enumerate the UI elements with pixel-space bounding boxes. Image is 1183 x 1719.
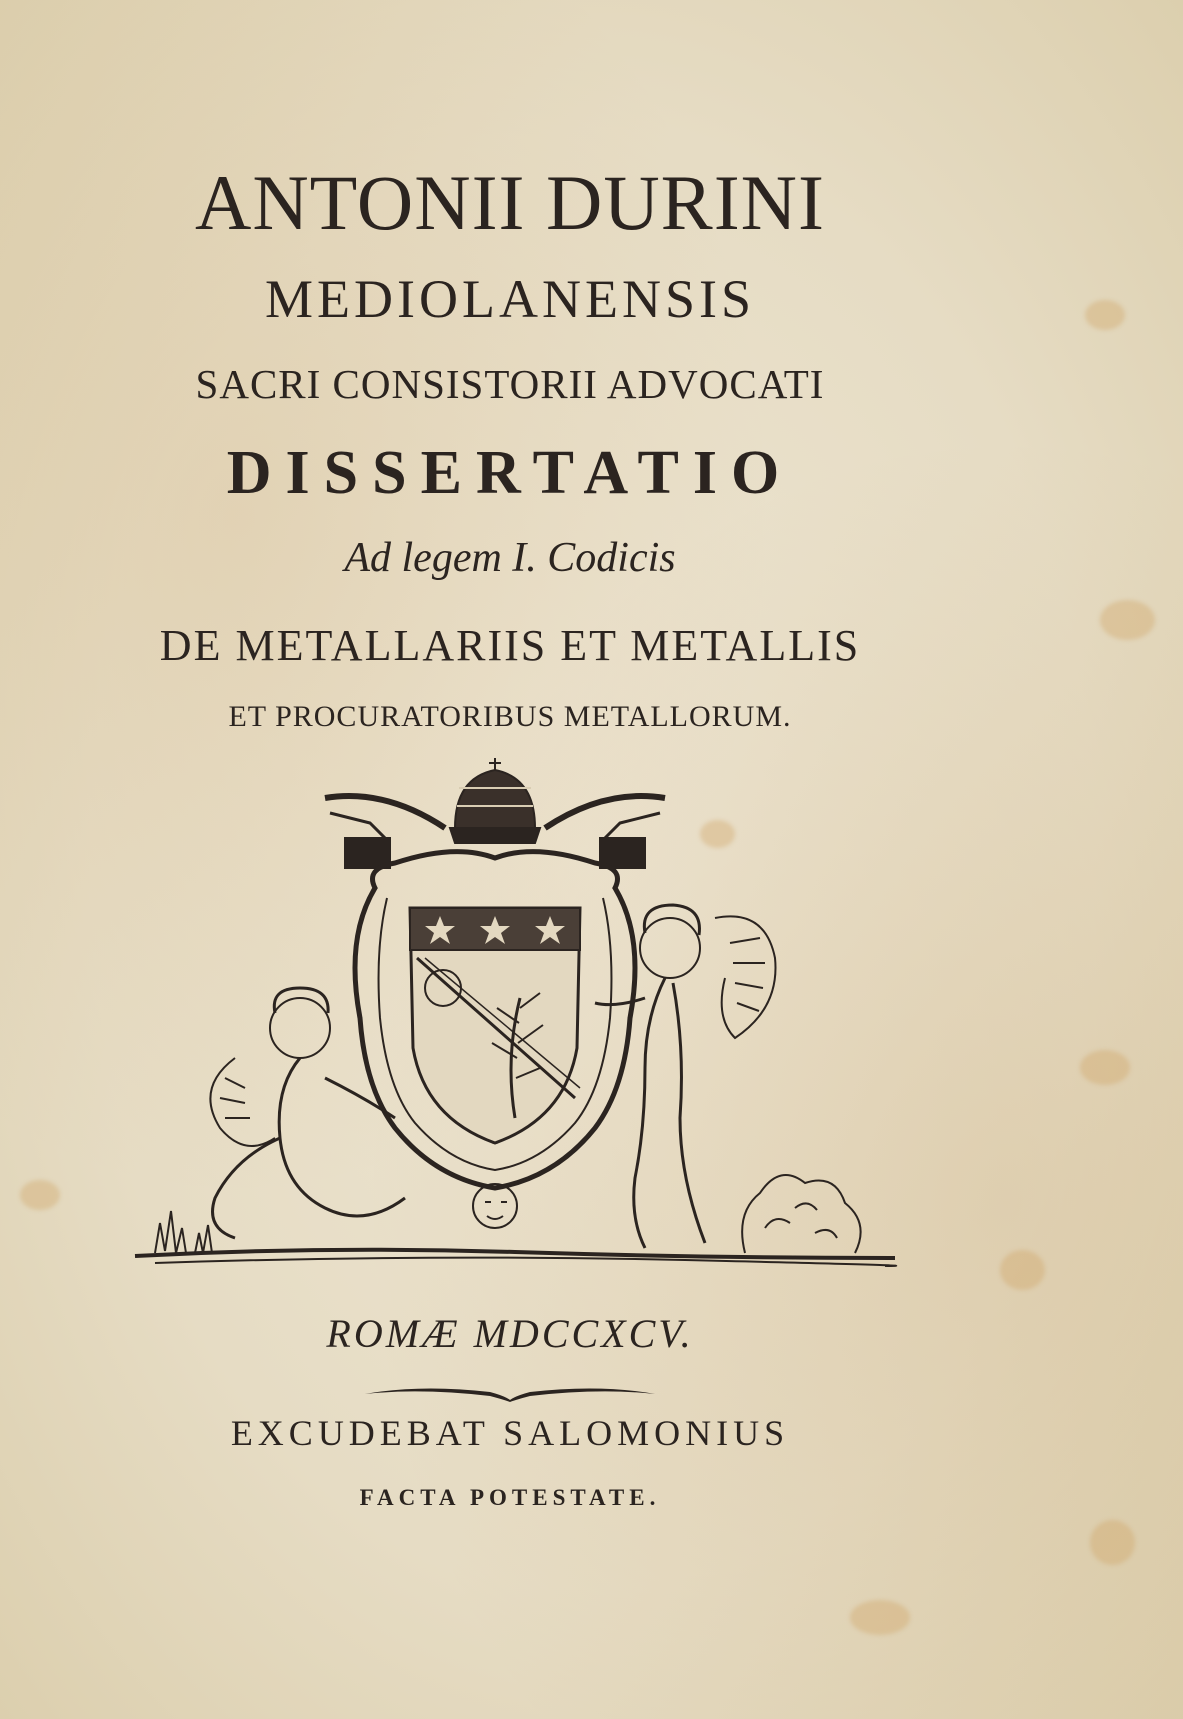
stain [1080, 1050, 1130, 1085]
stain [850, 1600, 910, 1635]
stain [1100, 600, 1155, 640]
stain [1000, 1250, 1045, 1290]
stain [20, 1180, 60, 1210]
work-topic-continued: ET PROCURATORIBUS METALLORUM. [228, 700, 792, 733]
work-subtitle: Ad legem I. Codicis [344, 535, 676, 581]
work-topic: DE METALLARIIS ET METALLIS [159, 621, 861, 670]
ornamental-rule [360, 1380, 660, 1404]
author-name: ANTONII DURINI [195, 159, 825, 246]
coat-of-arms-illustration [125, 758, 905, 1288]
author-origin: MEDIOLANENSIS [265, 269, 755, 329]
work-genre: DISSERTATIO [226, 439, 794, 507]
printer: EXCUDEBAT SALOMONIUS [230, 1413, 790, 1453]
stain [1085, 300, 1125, 330]
license: FACTA POTESTATE. [359, 1485, 661, 1510]
stain [1090, 1520, 1135, 1565]
author-office: SACRI CONSISTORII ADVOCATI [195, 361, 825, 407]
imprint-place-date: ROMÆ MDCCXCV. [326, 1311, 694, 1356]
